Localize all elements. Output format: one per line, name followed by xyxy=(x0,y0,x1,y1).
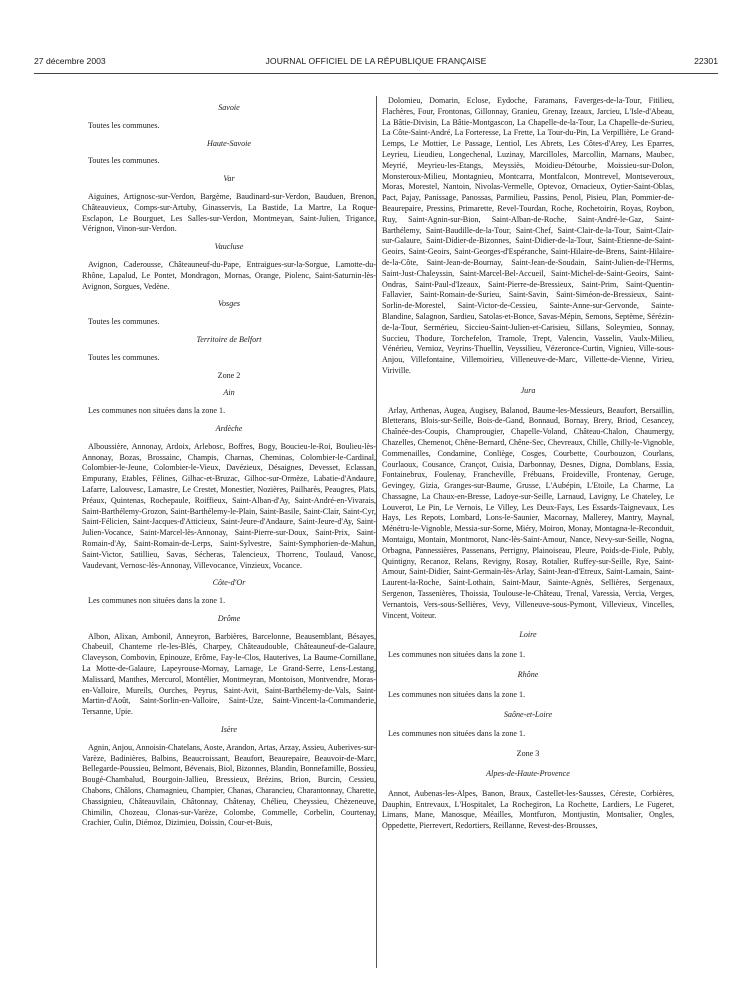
dept-title-cote-dor: Côte-d'Or xyxy=(212,578,246,588)
dept-text-vaucluse: Avignon, Caderousse, Châteauneuf-du-Pape, Entraigues-sur-la-Sorgue, Lamotte-du-Rhône, Lapalud, Le Pontet, Mondragon, Mornas, Orange, Piolenc, Saint-Saturnin-lès-Avignon, Sorgues, Vedène. xyxy=(82,259,376,291)
dept-text-alpes-de-haute-provence: Annot, Aubenas-les-Alpes, Banon, Braux, Castellet-les-Sausses, Céreste, Corbières, Dauphin, Entrevaux, L'Hospitalet, La Rochegiron, La Rochette, Lardiers, Le Fugeret, Limans, Mane, Manosque, Méailles, Montfuron, Montjustin, Montsalier, Ongles, Oppedette, Pierrevert, Redortiers, Reillanne, Revest-des-Brousses, xyxy=(382,788,674,831)
dept-title-drome: Drôme xyxy=(217,613,241,623)
column-divider xyxy=(376,96,377,968)
dept-title-isere: Isère xyxy=(221,725,237,735)
dept-title-var: Var xyxy=(223,174,235,184)
dept-text-ain: Les communes non situées dans la zone 1. xyxy=(88,406,226,416)
dept-text-loire: Les communes non situées dans la zone 1. xyxy=(388,650,526,660)
dept-text-savoie: Toutes les communes. xyxy=(88,120,160,130)
dept-title-ain: Ain xyxy=(223,388,235,398)
journal-title: JOURNAL OFFICIEL DE LA RÉPUBLIQUE FRANÇAISE xyxy=(265,56,487,66)
dept-title-alpes-de-haute-provence: Alpes-de-Haute-Provence xyxy=(486,769,570,779)
dept-text-drome: Albon, Alixan, Ambonil, Anneyron, Barbières, Barcelonne, Beausemblant, Bésayes, Chabeuil, Chanteme rle-les-Blés, Charpey, Châteaudouble, Châteauneuf-de-Galaure, Claveyson, Combovin, Epinouze, Erôme, Fay-le-Clos, Hauterives, La Baume-Cornillane, La Motte-de-Galaure, Lapeyrouse-Mornay, Larnage, Le Grand-Serre, Lens-Lestang, Malissard, Manthes, Mercurol, Montélier, Montmeyran, Montoison, Montvendre, Moras-en-Valloire, Mureils, Ourches, Peyrus, Saint-Avit, Saint-Barthélemy-de-Vals, Saint-Martin-d'Août, Saint-Sorlin-en-Valloire, Saint-Uze, Saint-Vincent-la-Commanderie, Tersanne, Upie. xyxy=(82,631,376,717)
dept-title-belfort: Territoire de Belfort xyxy=(196,334,262,344)
dept-text-jura: Arlay, Arthenas, Augea, Augisey, Balanod, Baume-les-Messieurs, Beaufort, Bersaillin, Bletterans, Blois-sur-Seille, Bois-de-Gand, Bonnaud, Bornay, Brery, Briod, Cesancey, Chaînée-des-Coupis, Champrougier, Chapelle-Voland, Château-Chalon, Chaumergy, Chazelles, Chemenot, Chêne-Bernard, Chêne-Sec, Chevreaux, Chille, Chilly-le-Vignoble, Commenailles, Condamine, Conliège, Cosges, Courbette, Courbouzon, Courlans, Courlaoux, Cousance, Crançot, Cuisia, Darbonnay, Desnes, Digna, Domblans, Essia, Fontainebrux, Foulenay, Francheville, Frébuans, Froideville, Frontenay, Geruge, Gevingey, Gizia, Granges-sur-Baume, Grusse, L'Aubépin, L'Etoile, La Charme, La Chassagne, La Chaux-en-Bresse, Ladoye-sur-Seille, Larnaud, Lavigny, Le Chateley, Le Louverot, Le Pin, Le Vernois, Le Villey, Les Deux-Fays, Les Essards-Taignevaux, Les Hays, Les Repots, Lombard, Lons-le-Saunier, Macornay, Mallerey, Mantry, Maynal, Ménétru-le-Vignoble, Messia-sur-Sorne, Miéry, Moiron, Monay, Montagna-le-Reconduit, Montaigu, Montain, Montmorot, Nanc-lès-Saint-Amour, Nance, Nevy-sur-Seille, Nogna, Orbagna, Pannessières, Passenans, Perrigny, Plainoiseau, Pleure, Poids-de-Fiole, Publy, Quintigny, Recanoz, Relans, Revigny, Rosay, Rotalier, Ruffey-sur-Seille, Rye, Saint-Amour, Saint-Didier, Saint-Germain-lès-Arlay, Saint-Jean-d'Etreux, Saint-Lamain, Saint-Laurent-la-Roche, Saint-Lothain, Saint-Maur, Sainte-Agnès, Sellières, Sergenaux, Sergenon, Tassenières, Thoissia, Toulouse-le-Château, Trenal, Varessia, Vercia, Verges, Vernantois, Vers-sous-Sellières, Vevy, Villeneuve-sous-Pymont, Villevieux, Vincelles, Vincent, Voiteur. xyxy=(382,405,674,620)
dept-text-cote-dor: Les communes non situées dans la zone 1. xyxy=(88,596,226,606)
dept-text-isere: Agnin, Anjou, Annoisin-Chatelans, Aoste, Arandon, Artas, Arzay, Assieu, Auberives-sur-Varèze, Badinières, Balbins, Beaucroissant, Beaufort, Beaurepaire, Beauvoir-de-Marc, Bellegarde-Poussieu, Belmont, Bévenais, Biol, Bizonnes, Blandin, Bonnefamille, Bossieu, Bougé-Chambalud, Bourgoin-Jallieu, Bressieux, Brézins, Brion, Burcin, Cessieu, Chabons, Châlons, Chamagnieu, Champier, Chanas, Charancieu, Charantonnay, Charette, Chassignieu, Châteauvilain, Châtonnay, Châtenay, Chélieu, Cheyssieu, Chèzeneuve, Chimilin, Chozeau, Clonas-sur-Varèze, Colombe, Commelle, Corbelin, Courtenay, Crachier, Culin, Diémoz, Dizimieu, Doissin, Cour-et-Buis, xyxy=(82,742,376,828)
dept-title-vosges: Vosges xyxy=(217,299,241,309)
dept-text-isere-continued: Dolomieu, Domarin, Eclose, Eydoche, Faramans, Faverges-de-la-Tour, Fitilieu, Flachères, Four, Frontonas, Gillonnay, Granieu, Grenay, Izeaux, Jarcieu, L'Isle-d'Abeau, La Bâtie-Divisin, La Bâtie-Montgascon, La Chapelle-de-la-Tour, La Chapelle-de-Surieu, La Côte-Saint-André, La Forteresse, La Frette, La Tour-du-Pin, La Verpillière, Le Grand-Lemps, Le Mottier, Le Passage, Lentiol, Les Abrets, Les Côtes-d'Arey, Les Eparres, Leyrieu, Lieudieu, Longechenal, Luzinay, Marcilloles, Marcollin, Marnans, Maubec, Meyrié, Meyrieu-les-Etangs, Meyssiès, Moidieu-Détourbe, Moissieu-sur-Dolon, Monsteroux-Milieu, Montagnieu, Montcarra, Montfalcon, Montrevel, Montseveroux, Moras, Morestel, Nantoin, Nivolas-Vermelle, Optevoz, Ornacieux, Oytier-Saint-Oblas, Pact, Pajay, Panissage, Panossas, Parmilieu, Passins, Penol, Pisieu, Plan, Pommier-de-Beaurepaire, Pressins, Primarette, Revel-Tourdan, Roche, Rochetoirin, Royas, Roybon, Ruy, Saint-Agnin-sur-Bion, Saint-Alban-de-Roche, Saint-André-le-Gaz, Saint-Barthélemy, Saint-Baudille-de-la-Tour, Saint-Chef, Saint-Clair-de-la-Tour, Saint-Clair-sur-Galaure, Saint-Didier-de-Bizonnes, Saint-Didier-de-la-Tour, Saint-Etienne-de-Saint-Geoirs, Saint-Geoirs, Saint-Georges-d'Espéranche, Saint-Hilaire-de-Brens, Saint-Hilaire-de-la-Côte, Saint-Jean-de-Bournay, Saint-Jean-de-Soudain, Saint-Julien-de-l'Herms, Saint-Just-Chaleyssin, Saint-Marcel-Bel-Accueil, Saint-Michel-de-Saint-Geoirs, Saint-Ondras, Saint-Paul-d'Izeaux, Saint-Pierre-de-Bressieux, Saint-Prim, Saint-Quentin-Fallavier, Saint-Romain-de-Surieu, Saint-Savin, Saint-Siméon-de-Bressieux, Saint-Sorlin-de-Morestel, Saint-Victor-de-Cessieu, Sainte-Anne-sur-Gervonde, Sainte-Blandine, Salagnon, Sardieu, Satolas-et-Bonce, Savas-Mépin, Semons, Septème, Sérézin-de-la-Tour, Sermérieu, Siccieu-Saint-Julien-et-Carisieu, Sillans, Soleymieu, Sonnay, Succieu, Thodure, Torchefelon, Tramole, Trept, Valencin, Vasselin, Vaulx-Milieu, Vénérieu, Vernioz, Veyrins-Thuellin, Veyssilieu, Vézeronce-Curtin, Vignieu, Ville-sous-Anjou, Villefontaine, Villemoirieu, Villeneuve-de-Marc, Villette-de-Vienne, Virieu, Viriville. xyxy=(382,96,674,375)
dept-text-haute-savoie: Toutes les communes. xyxy=(88,156,160,166)
dept-title-saone-et-loire: Saône-et-Loire xyxy=(503,709,553,719)
zone-heading-3: Zone 3 xyxy=(516,749,540,759)
dept-title-jura: Jura xyxy=(520,385,536,395)
page-number: 22301 xyxy=(694,56,718,66)
page-header xyxy=(34,56,718,70)
dept-title-vaucluse: Vaucluse xyxy=(214,242,244,252)
dept-text-var: Aiguines, Artignosc-sur-Verdon, Bargème, Baudinard-sur-Verdon, Bauduen, Brenon, Châteauvieux, Comps-sur-Artuby, Ginasservis, La Bastide, La Martre, La Roque-Esclapon, Le Bourguet, Les Salles-sur-Verdon, Montmeyan, Saint-Julien, Trigance, Vérignon, Vinon-sur-Verdon. xyxy=(82,191,376,234)
dept-title-haute-savoie: Haute-Savoie xyxy=(206,138,252,148)
left-column xyxy=(82,96,376,835)
dept-title-savoie: Savoie xyxy=(218,103,240,112)
dept-text-vosges: Toutes les communes. xyxy=(88,317,160,327)
dept-text-ardeche: Alboussière, Annonay, Ardoix, Arlebosc, Boffres, Bogy, Boucieu-le-Roi, Boulieu-lès-Annonay, Bozas, Brossainc, Champis, Charnas, Cheminas, Colombier-le-Cardinal, Colombier-le-Jeune, Colombier-le-Vieux, Davézieux, Désaignes, Devesset, Eclassan, Empurany, Etables, Félines, Gilhac-et-Bruzac, Gilhoc-sur-Ormèze, Labatie-d'Andaure, Lafarre, Lalouvesc, Lamastre, Le Crestet, Monestier, Nozières, Pailharès, Peaugres, Plats, Préaux, Quintenas, Rochepaule, Roiffieux, Saint-Alban-d'Ay, Saint-André-en-Vivarais, Saint-Barthélemy-Grozon, Saint-Barthélemy-le-Plain, Saint-Basile, Saint-Clair, Saint-Cyr, Saint-Félicien, Saint-Jacques-d'Atticieux, Saint-Jeure-d'Andaure, Saint-Jeure-d'Ay, Saint-Julien-Vocance, Saint-Marcel-lès-Annonay, Saint-Pierre-sur-Doux, Saint-Prix, Saint-Romain-d'Ay, Saint-Romain-de-Lerps, Saint-Sylvestre, Saint-Symphorien-de-Mahun, Saint-Victor, Satillieu, Savas, Sécheras, Talencieux, Thorrenc, Toulaud, Vanosc, Vaudevant, Vernosc-lès-Annonay, Villevocance, Vinzieux, Vocance. xyxy=(82,441,376,570)
dept-title-rhone: Rhône xyxy=(517,670,539,680)
right-column xyxy=(382,96,674,838)
header-rule xyxy=(34,73,718,74)
header-date: 27 décembre 2003 xyxy=(34,56,106,66)
dept-title-ardeche: Ardèche xyxy=(215,423,243,433)
dept-text-rhone: Les communes non situées dans la zone 1. xyxy=(388,689,526,699)
dept-title-loire: Loire xyxy=(519,630,537,640)
dept-text-saone-et-loire: Les communes non situées dans la zone 1. xyxy=(388,729,526,739)
zone-heading-2: Zone 2 xyxy=(217,370,241,380)
dept-text-belfort: Toutes les communes. xyxy=(88,352,160,362)
